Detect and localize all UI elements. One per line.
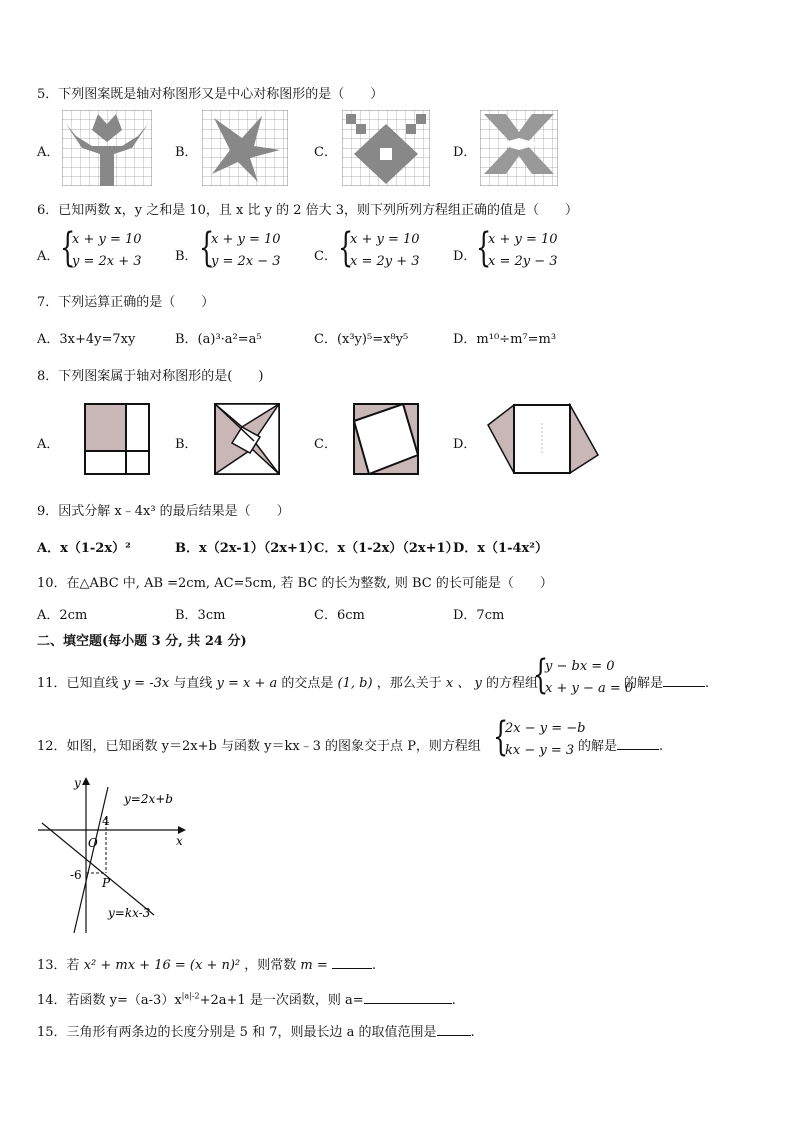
q6-a-eq2: y = 2x + 3 (72, 254, 142, 269)
page: 5．下列图案既是轴对称图形又是中心对称图形的是（ ） A． B． C． D． 6．已知两数 x，y 之和是 10，且 x 比 y 的 2 倍大 3，则下列所列方程组正确的值是（ ） A． { x + y = 10 y = 2x + 3 B． { x + y = 10 y = 2x − 3 C． { x + y = 10 x = 2y + 3 D． { x + y = 10 x = 2y − 3 7．下列运算正确的是（ ） A．3x+4y=7xy B．(a)³·a²=a⁵ C．(x³y)⁵=x⁸y⁵ D．m¹⁰÷m⁷=m³ 8．下列图案属于轴对称图形的是( ) A． B． C． D． 9．因式分解 x﹣4x³ 的最后结果是（ ） A．x（1-2x）² B．x（2x-1）（2x+1） C．x（1-2x）（2x+1） D．x（1-4x²） 10．在△ABC 中, AB =2cm, AC=5cm, 若 BC 的长为整数, 则 BC 的长可能是（ ） A．2cm B．3cm C．6cm D．7cm 二、填空题(每小题 3 分, 共 24 分) 11．已知直线 y = -3x 与直线 y = x + a 的交点是 (1, b) ，那么关于 x 、 y 的方程组 { y − bx = 0 x + y − a = 0 的解是 . 12．如图，已知函数 y＝2x+b 与函数 y＝kx﹣3 的图象交于点 P，则方程组 { 2x − y = −b kx − y = 3 的解是 . y x O 4 -6 P y=2x+b y=kx-3 13．若 x² + mx + 16 = (x + n)² ，则常数 m = . 14．若函数 $y=(a-3)x^{|a|-2}+2a+1$ 是一次函数，则 a= . 15．三角形有两条边的长度分别是 5 和 7，则最长边 a 的取值范围是 . (0, 0, 794, 1123)
q13-part1: 13．若 (37, 958, 80, 973)
q12-graph (34, 775, 194, 935)
q13-line (37, 954, 376, 973)
q8-stem: 8．下列图案属于轴对称图形的是( ) (37, 369, 264, 384)
q5-option-a: A． (37, 145, 60, 160)
q6-label-a: A． (37, 249, 60, 264)
line1-label: y=2x+b (124, 792, 173, 806)
q8-option-d: D． (453, 437, 477, 452)
q5-stem: 5．下列图案既是轴对称图形又是中心对称图形的是（ ） (37, 87, 384, 102)
y-label: y (74, 776, 81, 790)
q11-line (37, 672, 538, 691)
q6-label-b: B． (175, 249, 198, 264)
q14-blank[interactable] (364, 991, 452, 1004)
q8-option-b: B． (175, 437, 198, 452)
q5-option-b: B． (175, 145, 198, 160)
q9-option-a: A．x（1-2x）² (37, 541, 131, 556)
q8-option-a: A． (37, 437, 60, 452)
line-2x-plus-b (74, 787, 108, 933)
q15-end: . (470, 1025, 475, 1040)
q5-figure-b (202, 110, 288, 186)
q11-vars: x 、 y (445, 676, 482, 691)
q11-part6: 的解是 (624, 676, 664, 691)
q6-c-eq2: x = 2y + 3 (350, 254, 420, 269)
q15-text: 15．三角形有两条边的长度分别是 5 和 7，则最长边 a 的取值范围是 (37, 1025, 437, 1040)
tick-neg6: -6 (70, 868, 82, 882)
q5-option-d: D． (453, 145, 477, 160)
y-axis-arrow (82, 777, 90, 785)
q11-part4: ，那么关于 (376, 676, 442, 691)
q11-line1: y = -3x (122, 676, 170, 691)
q12-part1: 12．如图，已知函数 y＝2x+b 与函数 y＝kx﹣3 的图象交于点 P，则方程组 (37, 739, 481, 754)
x-label: x (176, 834, 183, 848)
q6-label-c: C． (314, 249, 337, 264)
q11-part2: 与直线 (173, 676, 213, 691)
q7-option-d: D．m¹⁰÷m⁷=m³ (453, 332, 557, 347)
q12-blank[interactable] (617, 737, 659, 750)
q13-expr: x² + mx + 16 = (x + n)² (83, 958, 241, 973)
q11-eq2: x + y − a = 0 (545, 681, 634, 696)
q6-b-eq1: x + y = 10 (211, 232, 281, 247)
q9-option-d: D．x（1-4x²） (453, 541, 548, 556)
section2-title: 二、填空题(每小题 3 分, 共 24 分) (37, 634, 247, 649)
q15-line (37, 1021, 475, 1040)
q9-option-c: C．x（1-2x）（2x+1） (314, 541, 459, 556)
line-kx-minus-3 (42, 823, 154, 915)
q13-var: m = (300, 958, 328, 973)
q13-part2: ，则常数 (244, 958, 297, 973)
q12-eq1: 2x − y = −b (505, 721, 586, 736)
q14-line (37, 989, 456, 1008)
q14-prefix: 14．若函数 y=（a-3）x (37, 993, 182, 1008)
q11-part3: 的交点是 (281, 676, 334, 691)
q10-stem: 10．在△ABC 中, AB =2cm, AC=5cm, 若 BC 的长为整数, 则 BC 的长可能是（ ） (37, 576, 553, 591)
q13-end: . (371, 958, 377, 973)
q5-option-c: C． (314, 145, 337, 160)
q14-end: . (451, 993, 456, 1008)
q8-figure-c (353, 403, 419, 475)
q5-figure-a (62, 110, 152, 186)
line2-label: y=kx-3 (108, 906, 151, 920)
q14-exponent: |a|-2 (181, 991, 200, 1001)
q14-suffix: +2a+1 是一次函数，则 a= (199, 993, 364, 1008)
q12-answer: 的解是 . (578, 739, 664, 754)
q6-d-eq1: x + y = 10 (488, 232, 558, 247)
q10-option-b: B．3cm (175, 608, 226, 623)
q8-option-c: C． (314, 437, 337, 452)
origin-label: O (88, 836, 98, 850)
q10-option-d: D．7cm (453, 608, 505, 623)
q8-figure-d (486, 403, 600, 475)
q15-blank[interactable] (437, 1023, 471, 1036)
tick-4: 4 (102, 814, 110, 828)
q11-eq1: y − bx = 0 (545, 659, 615, 674)
q8-figure-a (84, 403, 150, 475)
q9-option-b: B．x（2x-1）（2x+1） (175, 541, 320, 556)
q11-line2: y = x + a (216, 676, 278, 691)
q11-answer: 的解是 . (624, 676, 710, 691)
q6-label-d: D． (453, 249, 477, 264)
q11-point: (1, b) (337, 676, 373, 691)
x-axis-arrow (178, 826, 186, 834)
q10-option-c: C．6cm (314, 608, 365, 623)
q5-figure-d (480, 110, 558, 186)
q6-c-eq1: x + y = 10 (350, 232, 420, 247)
q11-part5: 的方程组 (485, 676, 538, 691)
q7-option-a: A．3x+4y=7xy (37, 332, 136, 347)
q6-d-eq2: x = 2y − 3 (488, 254, 558, 269)
q8-figure-b (214, 403, 280, 475)
q7-option-b: B．(a)³·a²=a⁵ (175, 332, 262, 347)
q11-blank[interactable] (663, 674, 705, 687)
q6-stem: 6．已知两数 x，y 之和是 10，且 x 比 y 的 2 倍大 3，则下列所列方程组正确的值是（ ） (37, 203, 579, 218)
q9-stem: 9．因式分解 x﹣4x³ 的最后结果是（ ） (37, 504, 290, 519)
q7-stem: 7．下列运算正确的是（ ） (37, 295, 215, 310)
q6-a-eq1: x + y = 10 (72, 232, 142, 247)
q5-figure-c (342, 110, 430, 186)
q13-blank[interactable] (332, 956, 372, 969)
point-p-label: P (102, 876, 111, 890)
q10-option-a: A．2cm (37, 608, 88, 623)
q11-part1: 11．已知直线 (37, 676, 119, 691)
q12-eq2: kx − y = 3 (505, 743, 575, 758)
q6-b-eq2: y = 2x − 3 (211, 254, 281, 269)
q12-part2: 的解是 (578, 739, 618, 754)
q7-option-c: C．(x³y)⁵=x⁸y⁵ (314, 332, 409, 347)
